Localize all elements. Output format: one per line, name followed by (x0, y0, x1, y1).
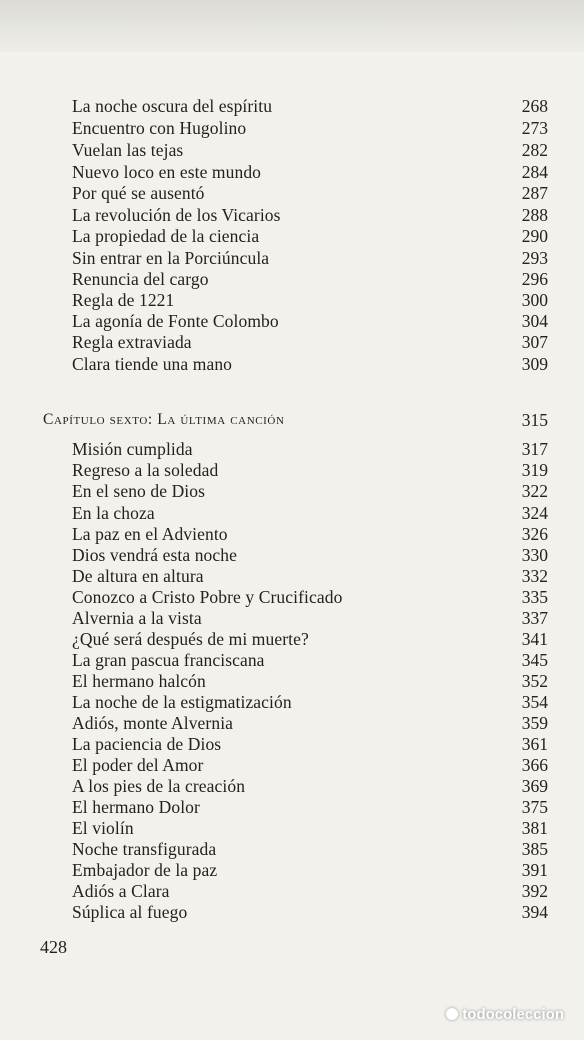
toc-entry-page: 385 (521, 839, 548, 859)
toc-entry-page: 296 (521, 269, 548, 289)
toc-entry (72, 817, 548, 839)
toc-entry-title: El hermano halcón (72, 671, 206, 691)
toc-entry (72, 649, 548, 671)
toc-entry (72, 523, 548, 545)
toc-entry (72, 544, 548, 566)
toc-entry-title: Conozco a Cristo Pobre y Crucificado (72, 587, 343, 607)
toc-entry-page: 290 (521, 226, 548, 246)
toc-entry-title: Adiós a Clara (72, 881, 170, 901)
toc-entry-title: La propiedad de la ciencia (72, 226, 260, 246)
toc-entry (72, 775, 548, 797)
toc-entry (72, 268, 548, 290)
toc-entry-page: 319 (521, 460, 548, 480)
toc-entry-page: 300 (521, 290, 548, 310)
toc-entry-page: 375 (521, 797, 548, 817)
toc-entry-title: La paciencia de Dios (72, 734, 222, 754)
toc-entry-page: 309 (521, 354, 548, 374)
toc-entry (72, 733, 548, 755)
toc-entry (72, 161, 548, 183)
toc-entry-page: 359 (521, 713, 548, 733)
toc-entry-title: Clara tiende una mano (72, 354, 233, 374)
toc-entry-page: 361 (521, 734, 548, 754)
toc-entry-page: 330 (521, 545, 548, 565)
toc-entry-page: 345 (521, 650, 548, 670)
toc-entry-title: Noche transfigurada (72, 839, 217, 859)
toc-entry (72, 880, 548, 902)
toc-entry-page: 322 (521, 481, 548, 501)
toc-entry-page: 304 (521, 311, 548, 331)
toc-entry-title: La agonía de Fonte Colombo (72, 311, 279, 331)
toc-entry (72, 502, 548, 524)
toc-entry-title: Por qué se ausentó (72, 183, 205, 203)
toc-entry (72, 838, 548, 860)
toc-entry (72, 289, 548, 311)
toc-entry (72, 117, 548, 139)
toc-entry-title: Encuentro con Hugolino (72, 118, 247, 138)
toc-entry (72, 139, 548, 161)
chapter-page: 315 (521, 410, 548, 430)
toc-entry (72, 353, 548, 375)
toc-entry (72, 586, 548, 608)
toc-entry-page: 341 (521, 629, 548, 649)
toc-entry (72, 182, 548, 204)
toc-entry-page: 273 (521, 118, 548, 138)
toc-entry-title: Sin entrar en la Porciúncula (72, 248, 270, 268)
toc-entry (72, 628, 548, 650)
toc-entry-title: La paz en el Adviento (72, 524, 228, 544)
toc-entry-page: 293 (521, 248, 548, 268)
toc-entry-page: 284 (521, 162, 548, 182)
toc-entry-page: 394 (521, 902, 548, 922)
watermark (404, 1004, 564, 1026)
toc-entry-title: La noche oscura del espíritu (72, 96, 273, 116)
todocoleccion-logo-icon (446, 1008, 458, 1020)
toc-entry-title: Misión cumplida (72, 439, 193, 459)
toc-entry-title: ¿Qué será después de mi muerte? (72, 629, 309, 649)
toc-entry-page: 326 (521, 524, 548, 544)
toc-entry (72, 754, 548, 776)
toc-entry-page: 337 (521, 608, 548, 628)
toc-entry-page: 288 (521, 205, 548, 225)
toc-entry (72, 331, 548, 353)
toc-entry-title: Regreso a la soledad (72, 460, 219, 480)
toc-entry-page: 381 (521, 818, 548, 838)
toc-entry (72, 310, 548, 332)
toc-entry-page: 369 (521, 776, 548, 796)
toc-entry-page: 317 (521, 439, 548, 459)
toc-entry-page: 332 (521, 566, 548, 586)
toc-entry-title: El violín (72, 818, 134, 838)
toc-entry-title: La noche de la estigmatización (72, 692, 292, 712)
toc-entry-title: Súplica al fuego (72, 902, 188, 922)
toc-entry-title: Regla extraviada (72, 332, 192, 352)
toc-entry-page: 287 (521, 183, 548, 203)
toc-entry-page: 366 (521, 755, 548, 775)
toc-entry-title: Regla de 1221 (72, 290, 175, 310)
toc-entry-title: La gran pascua franciscana (72, 650, 265, 670)
toc-entry-page: 268 (521, 96, 548, 116)
page-number: 428 (40, 937, 67, 957)
toc-entry-title: Nuevo loco en este mundo (72, 162, 262, 182)
toc-entry (72, 225, 548, 247)
toc-entry (72, 480, 548, 502)
toc-entry (72, 95, 548, 117)
toc-entry-page: 282 (521, 140, 548, 160)
toc-entry-title: El hermano Dolor (72, 797, 200, 817)
toc-entry (72, 607, 548, 629)
toc-entry-title: Embajador de la paz (72, 860, 218, 880)
toc-entry (72, 247, 548, 269)
toc-entry (72, 459, 548, 481)
toc-entry (72, 565, 548, 587)
toc-entry (72, 670, 548, 692)
toc-entry (72, 691, 548, 713)
toc-entry-page: 307 (521, 332, 548, 352)
toc-entry-title: De altura en altura (72, 566, 204, 586)
toc-entry-page: 391 (521, 860, 548, 880)
toc-entry (72, 204, 548, 226)
toc-entry-page: 392 (521, 881, 548, 901)
chapter-heading (43, 409, 548, 431)
toc-entry (72, 796, 548, 818)
toc-entry-title: Alvernia a la vista (72, 608, 202, 628)
chapter-title: Capítulo sexto: La última canción (43, 411, 285, 428)
watermark-text: todocoleccion (462, 1006, 564, 1023)
toc-entry-page: 324 (521, 503, 548, 523)
toc-entry (72, 712, 548, 734)
toc-entry-page: 335 (521, 587, 548, 607)
toc-entry-title: Renuncia del cargo (72, 269, 209, 289)
toc-entry-title: En la choza (72, 503, 155, 523)
toc-entry-page: 354 (521, 692, 548, 712)
toc-entry-title: La revolución de los Vicarios (72, 205, 281, 225)
toc-entry (72, 901, 548, 923)
toc-entry-page: 352 (521, 671, 548, 691)
toc-entry-title: Vuelan las tejas (72, 140, 184, 160)
toc-entry-title: A los pies de la creación (72, 776, 246, 796)
toc-entry-title: El poder del Amor (72, 755, 204, 775)
toc-entry-title: Adiós, monte Alvernia (72, 713, 234, 733)
toc-entry (72, 438, 548, 460)
toc-entry-title: Dios vendrá esta noche (72, 545, 237, 565)
toc-entry-title: En el seno de Dios (72, 481, 206, 501)
toc-entry (72, 859, 548, 881)
